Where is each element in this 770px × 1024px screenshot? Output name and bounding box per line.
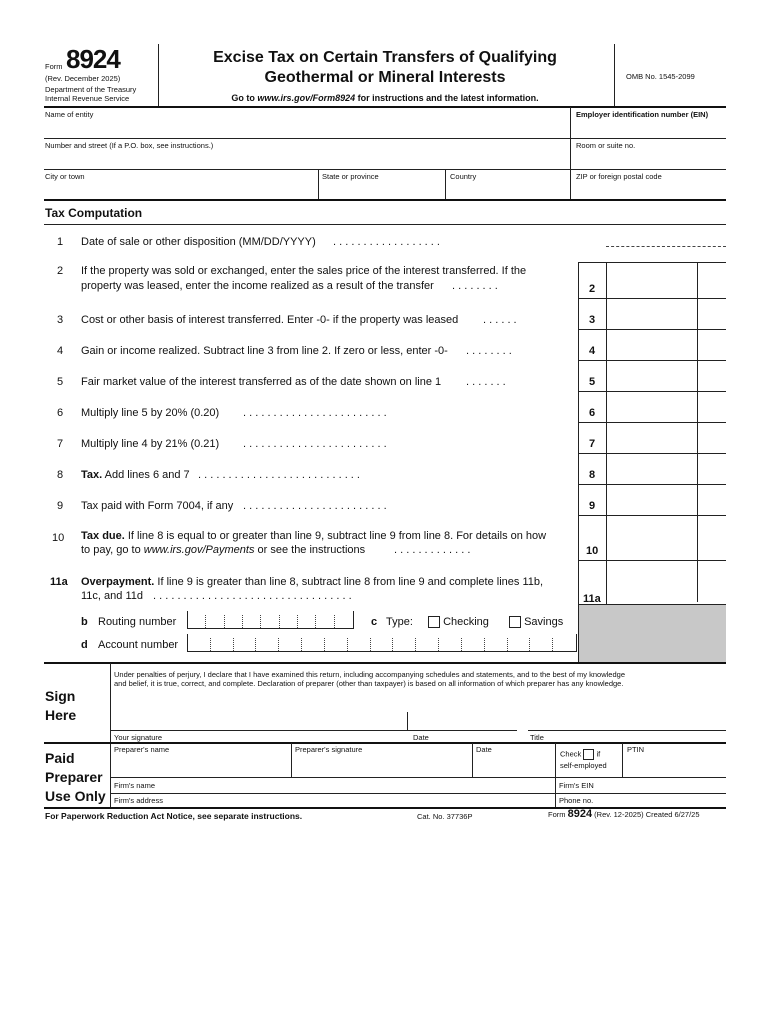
phone-input[interactable] [602, 795, 724, 806]
line-9-box-label: 9 [589, 500, 596, 512]
account-type-label: Type: [386, 616, 413, 628]
line-3-box-label: 3 [589, 314, 596, 326]
sign-date-label: Date [413, 733, 429, 742]
savings-option[interactable]: Savings [509, 615, 563, 629]
amount-top-rule [578, 262, 726, 263]
firm-name-label: Firm's name [114, 781, 156, 790]
amount-label-col-left [578, 262, 579, 662]
account-digit-separator [370, 638, 371, 651]
shaded-area [579, 604, 726, 662]
line-9-dots: . . . . . . . . . . . . . . . . . . . . . . . . [243, 500, 387, 512]
instructions-note: Go to www.irs.gov/Form8924 for instructions and the latest information. [231, 93, 539, 103]
line-7-number: 7 [57, 438, 64, 450]
line-11a-number: 11a [50, 576, 68, 588]
line-4-dots: . . . . . . . . [466, 345, 512, 357]
account-digit-separator [347, 638, 348, 651]
firm-address-input[interactable] [166, 795, 552, 806]
account-digit-separator [324, 638, 325, 651]
ptin-input[interactable] [627, 757, 724, 773]
line-7-amount-input[interactable] [608, 435, 695, 451]
ein-input[interactable] [576, 121, 724, 137]
ptin-label: PTIN [627, 745, 645, 754]
line-10-label-2: to pay, go to www.irs.gov/Payments or see the instructions [81, 544, 366, 556]
line-8-amount-input[interactable] [608, 466, 695, 482]
payments-link[interactable]: www.irs.gov/Payments [143, 544, 255, 556]
revision-date: (Rev. December 2025) [45, 74, 121, 83]
country-label: Country [450, 172, 477, 181]
paperwork-notice: For Paperwork Reduction Act Notice, see separate instructions. [45, 811, 303, 821]
checking-checkbox[interactable] [428, 616, 440, 628]
line-8-label: Tax. Add lines 6 and 7 [81, 469, 190, 481]
sign-title-input[interactable] [528, 712, 724, 728]
prep-rule-1 [111, 777, 726, 778]
self-employed-checkbox[interactable] [583, 749, 594, 760]
preparer-signature-input[interactable] [295, 757, 469, 773]
room-input[interactable] [576, 152, 724, 168]
tax-section-bottom-rule [44, 662, 726, 664]
line-8-rule [578, 484, 726, 485]
line-11a-box-label: 11a [583, 593, 601, 605]
prep-divider-3 [555, 743, 556, 807]
room-label: Room or suite no. [576, 141, 636, 150]
routing-digit-separator [315, 615, 316, 628]
line-7-dots: . . . . . . . . . . . . . . . . . . . . . . . . [243, 438, 387, 450]
preparer-date-input[interactable] [476, 757, 552, 773]
header-bottom-rule [44, 106, 726, 108]
routing-digit-separator [242, 615, 243, 628]
state-label: State or province [322, 172, 379, 181]
line-11a-amount-input[interactable] [608, 588, 695, 602]
account-digit-separator [552, 638, 553, 651]
line-6-number: 6 [57, 407, 64, 419]
line-10-label-1: Tax due. If line 8 is equal to or greater than line 9, subtract line 9 from line 8. For details on how [81, 530, 547, 542]
sign-left-divider [110, 663, 111, 807]
instructions-link[interactable]: www.irs.gov/Form8924 [257, 93, 356, 103]
line-10-number: 10 [52, 532, 65, 544]
line-2-label-2: property was leased, enter the income realized as a result of the transfer [81, 280, 434, 292]
line-4-label: Gain or income realized. Subtract line 3 from line 2. If zero or less, enter -0- [81, 345, 448, 357]
phone-label: Phone no. [559, 796, 594, 805]
line-6-box-label: 6 [589, 407, 596, 419]
line-6-dots: . . . . . . . . . . . . . . . . . . . . . . . . [243, 407, 387, 419]
line-11b-letter: b [81, 616, 88, 628]
self-employed-check[interactable]: Check if [560, 749, 601, 759]
line-7-label: Multiply line 4 by 21% (0.21) [81, 438, 220, 450]
routing-digit-separator [205, 615, 206, 628]
line-4-box-label: 4 [589, 345, 596, 357]
signature-date-divider [407, 712, 408, 730]
country-input[interactable] [450, 183, 568, 197]
checking-option[interactable]: Checking [428, 615, 489, 629]
line-4-amount-input[interactable] [608, 342, 695, 358]
account-number-label: Account number [98, 639, 179, 651]
line-3-dots: . . . . . . [483, 314, 517, 326]
city-state-divider [318, 170, 319, 199]
sign-date-input[interactable] [411, 712, 516, 728]
zip-label: ZIP or foreign postal code [576, 172, 662, 181]
section-title: Tax Computation [45, 206, 143, 220]
firm-ein-input[interactable] [602, 780, 724, 792]
account-digit-separator [255, 638, 256, 651]
catalog-number: Cat. No. 37736P [417, 812, 473, 821]
line-1-label: Date of sale or other disposition (MM/DD/YYYY) [81, 236, 316, 248]
account-digit-separator [507, 638, 508, 651]
form-title [170, 48, 600, 88]
routing-number-label: Routing number [98, 616, 177, 628]
state-country-divider [445, 170, 446, 199]
line-7-rule [578, 453, 726, 454]
line-1-date-input[interactable] [606, 232, 726, 246]
entity-name-label: Name of entity [45, 110, 94, 119]
line-6-rule [578, 422, 726, 423]
line-9-label: Tax paid with Form 7004, if any [81, 500, 234, 512]
signature-rule [111, 730, 517, 731]
line-10-box-label: 10 [586, 545, 599, 557]
footer-form-id: Form 8924 (Rev. 12-2025) Created 6/27/25 [548, 808, 700, 820]
account-digit-separator [301, 638, 302, 651]
form-title-line1: Excise Tax on Certain Transfers of Qualifying [213, 49, 557, 66]
line-3-rule [578, 329, 726, 330]
preparer-date-label: Date [476, 745, 492, 754]
line-8-dots: . . . . . . . . . . . . . . . . . . . . . . . . . . . [198, 469, 360, 481]
line-2-amount-input[interactable] [608, 280, 695, 296]
street-label: Number and street (If a P.O. box, see instructions.) [45, 141, 214, 150]
form-label: Form [45, 62, 63, 71]
line-11a-label-1: Overpayment. If line 9 is greater than line 8, subtract line 8 from line 9 and complete lines 11b, [81, 576, 544, 588]
account-digit-separator [484, 638, 485, 651]
routing-digit-separator [297, 615, 298, 628]
line-10-dots: . . . . . . . . . . . . . [394, 544, 471, 556]
account-number-field[interactable] [187, 634, 577, 652]
line-8-box-label: 8 [589, 469, 596, 481]
paid-preparer-heading: Paid Preparer Use Only [45, 750, 106, 804]
line-1-date-underline [606, 246, 726, 247]
department-line: Department of the Treasury [45, 85, 137, 94]
ein-label: Employer identification number (EIN) [576, 110, 709, 119]
city-input[interactable] [45, 183, 315, 197]
line-2-number: 2 [57, 265, 64, 277]
line-3-label: Cost or other basis of interest transferred. Enter -0- if the property was leased [81, 314, 459, 326]
line-5-label: Fair market value of the interest transferred as of the date shown on line 1 [81, 376, 442, 388]
savings-checkbox[interactable] [509, 616, 521, 628]
account-digit-separator [210, 638, 211, 651]
entity-rule-1 [44, 138, 726, 139]
prep-divider-1 [291, 743, 292, 777]
state-input[interactable] [322, 183, 442, 197]
line-1-number: 1 [57, 236, 64, 248]
line-5-dots: . . . . . . . [466, 376, 506, 388]
line-5-box-label: 5 [589, 376, 596, 388]
line-10-amount-input[interactable] [608, 542, 695, 558]
account-digit-separator [461, 638, 462, 651]
line-2-label-1: If the property was sold or exchanged, enter the sales price of the interest transferred. If the [81, 265, 527, 277]
line-2-dots: . . . . . . . . [452, 280, 498, 292]
line-5-rule [578, 391, 726, 392]
line-3-amount-input[interactable] [608, 311, 695, 327]
routing-digit-separator [224, 615, 225, 628]
header-divider-right [614, 44, 615, 106]
line-3-number: 3 [57, 314, 64, 326]
line-2-box-label: 2 [589, 283, 596, 295]
preparer-signature-label: Preparer's signature [295, 745, 363, 754]
account-digit-separator [529, 638, 530, 651]
account-digit-separator [278, 638, 279, 651]
amount-cents-divider [697, 262, 698, 602]
preparer-name-input[interactable] [114, 757, 288, 773]
firm-ein-label: Firm's EIN [559, 781, 594, 790]
line-10-rule [578, 560, 726, 561]
entity-name-input[interactable] [45, 121, 565, 137]
preparer-bottom-rule [44, 807, 726, 809]
form-number: 8924 [66, 44, 120, 74]
line-11d-letter: d [81, 639, 88, 651]
street-input[interactable] [45, 152, 565, 168]
entity-bottom-rule [44, 199, 726, 201]
line-7-box-label: 7 [589, 438, 596, 450]
self-employed-label: self-employed [560, 761, 607, 770]
line-8-number: 8 [57, 469, 64, 481]
perjury-declaration: Under penalties of perjury, I declare that I have examined this return, including accompanying schedules and statements, and to the best of my knowledge and belief, it is true, correct, and complete. Declaration of preparer (other than taxpayer) is based on all information of which preparer has any knowledge. [114, 670, 625, 688]
line-4-rule [578, 360, 726, 361]
your-signature-label: Your signature [114, 733, 163, 742]
line-5-number: 5 [57, 376, 64, 388]
agency-line: Internal Revenue Service [45, 94, 130, 103]
firm-name-input[interactable] [160, 780, 552, 792]
sign-title-label: Title [530, 733, 544, 742]
sign-bottom-rule [44, 742, 726, 744]
taxpayer-signature-input[interactable] [114, 712, 404, 728]
line-11a-dots: . . . . . . . . . . . . . . . . . . . . . . . . . . . . . . . . . [153, 590, 352, 602]
sign-here-heading: Sign Here [45, 688, 77, 723]
line-4-number: 4 [57, 345, 64, 357]
routing-digit-separator [334, 615, 335, 628]
section-title-rule [44, 224, 726, 225]
zip-input[interactable] [576, 183, 724, 197]
account-digit-separator [233, 638, 234, 651]
account-digit-separator [415, 638, 416, 651]
line-11a-label-2: 11c, and 11d [81, 590, 143, 602]
prep-rule-2 [111, 793, 726, 794]
amount-col-left [606, 262, 607, 662]
routing-digit-separator [279, 615, 280, 628]
account-digit-separator [438, 638, 439, 651]
prep-divider-2 [472, 743, 473, 777]
header-divider-left [158, 44, 159, 106]
form-title-line2: Geothermal or Mineral Interests [264, 69, 506, 86]
line-9-number: 9 [57, 500, 64, 512]
line-11c-letter: c [371, 616, 378, 628]
line-5-amount-input[interactable] [608, 373, 695, 389]
prep-divider-4 [622, 743, 623, 777]
title-rule [528, 730, 726, 731]
entity-right-divider [570, 107, 571, 199]
firm-address-label: Firm's address [114, 796, 163, 805]
line-9-amount-input[interactable] [608, 497, 695, 513]
entity-rule-2 [44, 169, 726, 170]
routing-digit-separator [260, 615, 261, 628]
routing-number-field[interactable] [187, 611, 354, 629]
line-6-amount-input[interactable] [608, 404, 695, 420]
line-1-dots: . . . . . . . . . . . . . . . . . . [333, 236, 440, 248]
preparer-name-label: Preparer's name [114, 745, 170, 754]
line-9-rule [578, 515, 726, 516]
line-2-rule [578, 298, 726, 299]
line-6-label: Multiply line 5 by 20% (0.20) [81, 407, 220, 419]
city-label: City or town [45, 172, 85, 181]
omb-number: OMB No. 1545-2099 [626, 72, 695, 81]
line-11a-rule [578, 604, 726, 605]
account-digit-separator [392, 638, 393, 651]
